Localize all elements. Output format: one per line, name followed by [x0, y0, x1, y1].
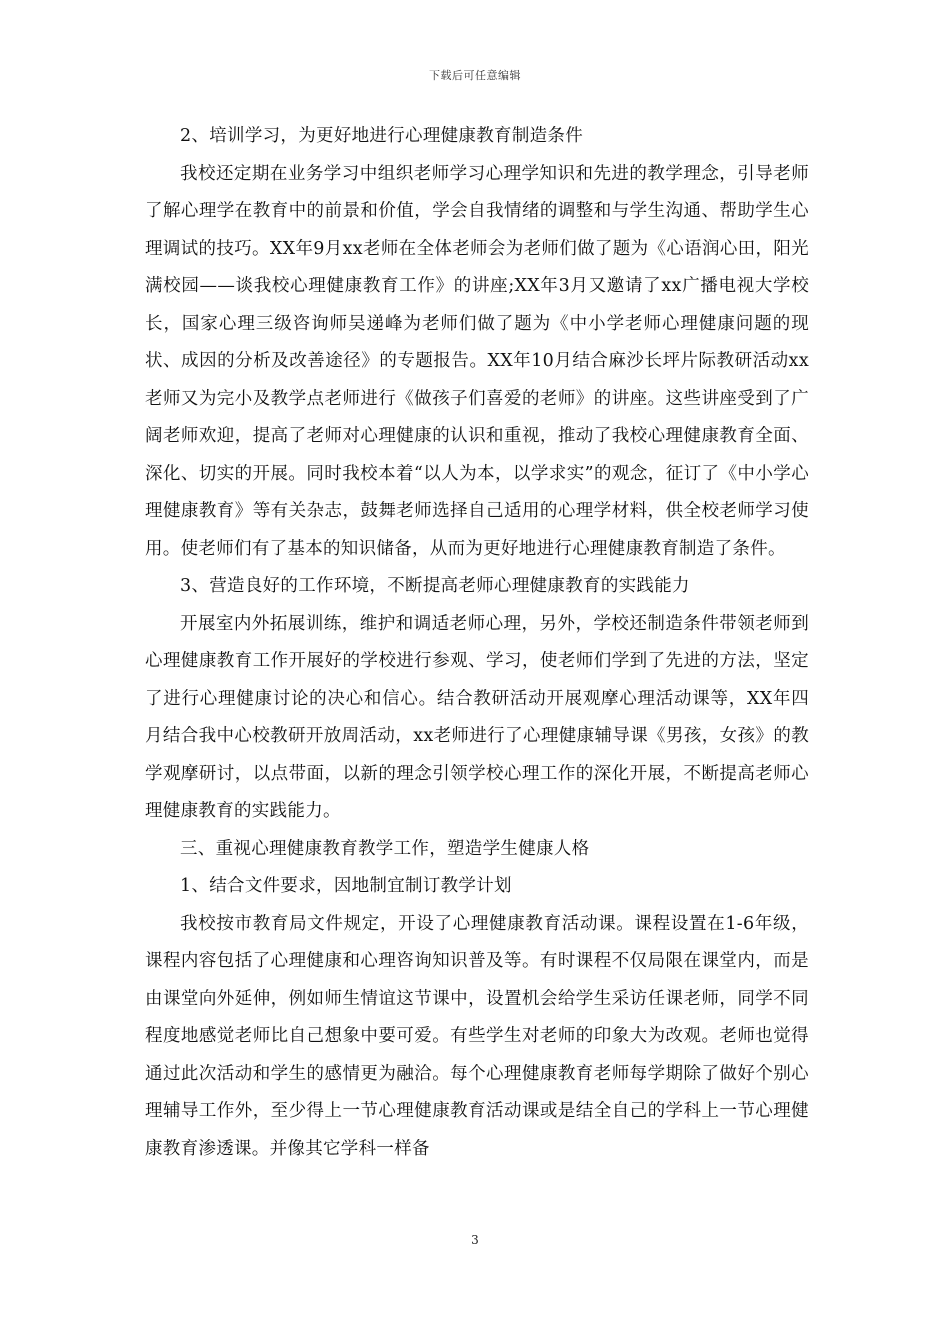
section-heading-environment: 3、营造良好的工作环境，不断提高老师心理健康教育的实践能力: [180, 576, 690, 596]
body-paragraph-plan: 我校按市教育局文件规定，开设了心理健康教育活动课。课程设置在1-6年级，课程内容包括了心理健康和心理咨询知识普及等。有时课程不仅局限在课堂内，而是由课堂向外延伸，例如师生情谊这节课中，设置机会给学生采访任课老师，同学不同程度地感觉老师比自己想象中要可爱。有些学生对老师的印象大为改观。老师也觉得通过此次活动和学生的感情更为融洽。每个心理健康教育老师每学期除了做好个别心理辅导工作外，至少得上一节心理健康教育活动课或是结全自己的学科上一节心理健康教育渗透课。并像其它学科一样备: [145, 913, 809, 1159]
body-paragraph-training: 我校还定期在业务学习中组织老师学习心理学知识和先进的教学理念，引导老师了解心理学在教育中的前景和价值，学会自我情绪的调整和与学生沟通、帮助学生心理调试的技巧。XX年9月xx老师在全体老师会为老师们做了题为《心语润心田，阳光满校园——谈我校心理健康教育工作》的讲座;XX年3月又邀请了xx广播电视大学校长，国家心理三级咨询师吴递峰为老师们做了题为《中小学老师心理健康问题的现状、成因的分析及改善途径》的专题报告。XX年10月结合麻沙长坪片际教研活动xx老师又为完小及教学点老师进行《做孩子们喜爱的老师》的讲座。这些讲座受到了广阔老师欢迎，提高了老师对心理健康的认识和重视，推动了我校心理健康教育全面、深化、切实的开展。同时我校本着“以人为本，以学求实”的观念，征订了《中小学心理健康教育》等有关杂志，鼓舞老师选择自己适用的心理学材料，供全校老师学习使用。使老师们有了基本的知识储备，从而为更好地进行心理健康教育制造了条件。: [145, 163, 809, 559]
document-body: [145, 118, 809, 1168]
page-number: 3: [471, 1233, 479, 1247]
section-heading-training: 2、培训学习，为更好地进行心理健康教育制造条件: [180, 126, 584, 146]
section-heading-plan: 1、结合文件要求，因地制宜制订教学计划: [180, 876, 512, 896]
body-paragraph-environment: 开展室内外拓展训练，维护和调适老师心理，另外，学校还制造条件带领老师到心理健康教育工作开展好的学校进行参观、学习，使老师们学到了先进的方法，坚定了进行心理健康讨论的决心和信心。结合教研活动开展观摩心理活动课等，XX年四月结合我中心校教研开放周活动，xx老师进行了心理健康辅导课《男孩，女孩》的教学观摩研讨，以点带面，以新的理念引领学校心理工作的深化开展，不断提高老师心理健康教育的实践能力。: [145, 613, 809, 821]
page-header: 下载后可任意编辑: [429, 69, 521, 82]
chapter-heading-teaching: 三、重视心理健康教育教学工作，塑造学生健康人格: [180, 838, 590, 859]
